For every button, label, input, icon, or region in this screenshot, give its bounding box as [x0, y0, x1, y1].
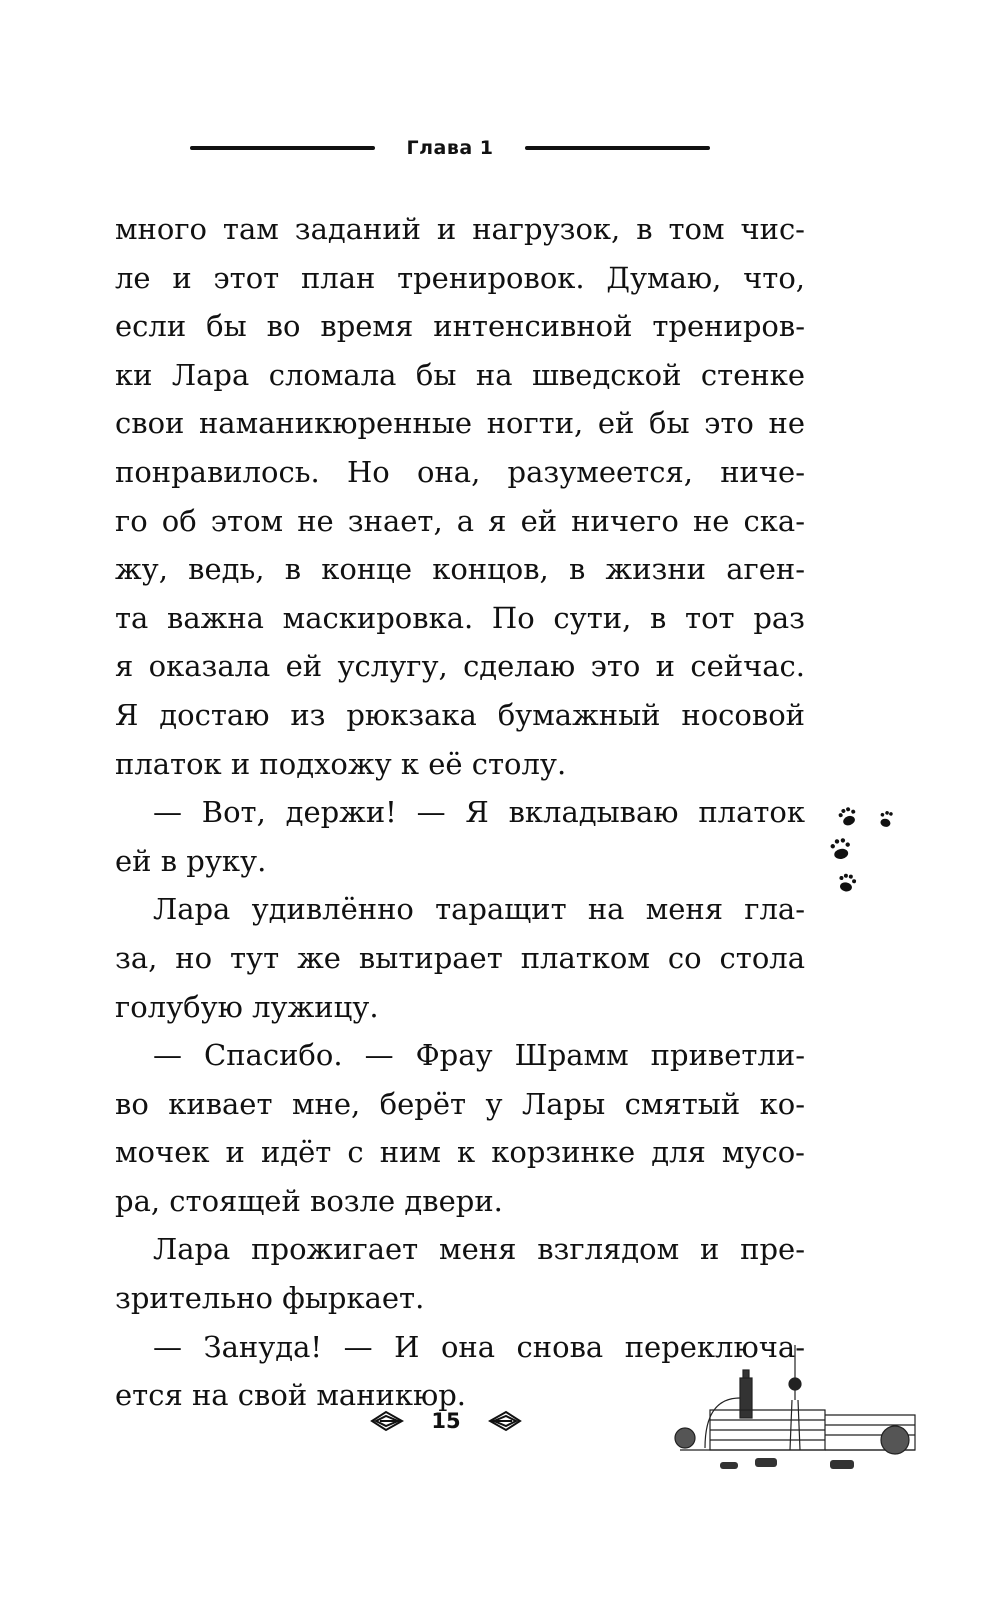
- text-line: мочек и идёт с ним к корзинке для мусо-: [115, 1135, 805, 1170]
- ornament-left-icon: [370, 1410, 404, 1432]
- page-number: 15: [431, 1409, 461, 1433]
- text-line: понравилось. Но она, разумеется, ниче-: [115, 454, 805, 489]
- text-line: Лара удивлённо таращит на меня гла-: [153, 892, 805, 927]
- paw-prints-icon: [825, 795, 935, 905]
- text-line: за, но тут же вытирает платком со стола: [115, 940, 805, 975]
- chapter-header: [190, 128, 710, 168]
- header-rule-left: [190, 146, 375, 150]
- text-line: голубую лужицу.: [115, 989, 379, 1024]
- text-line: ра, стоящей возле двери.: [115, 1183, 503, 1218]
- body-text: [115, 205, 805, 1420]
- text-line: — Спасибо. — Фрау Шрамм приветли-: [153, 1038, 805, 1073]
- ornament-right-icon: [488, 1410, 522, 1432]
- text-line: зрительно фыркает.: [115, 1281, 425, 1316]
- page-footer: [370, 1406, 522, 1436]
- text-line: го об этом не знает, а я ей ничего не ска-: [115, 503, 805, 538]
- text-line: та важна маскировка. По сути, в тот раз: [115, 600, 805, 635]
- text-line: Я достаю из рюкзака бумажный носовой: [115, 697, 805, 732]
- text-line: ется на свой маникюр.: [115, 1378, 467, 1413]
- chapter-title: Глава 1: [406, 137, 494, 159]
- header-rule-right: [525, 146, 710, 150]
- text-line: я оказала ей услугу, сделаю это и сейчас.: [115, 649, 805, 684]
- text-line: — Вот, держи! — Я вкладываю платок: [153, 795, 805, 830]
- text-line: ей в руку.: [115, 843, 267, 878]
- text-line: Лара прожигает меня взглядом и пре-: [153, 1232, 805, 1267]
- text-line: ки Лара сломала бы на шведской стенке: [115, 357, 805, 392]
- text-line: если бы во время интенсивной трениров-: [115, 309, 805, 344]
- text-line: свои наманикюренные ногти, ей бы это не: [115, 406, 805, 441]
- text-line: платок и подхожу к её столу.: [115, 746, 567, 781]
- text-line: жу, ведь, в конце концов, в жизни аген-: [115, 552, 805, 587]
- text-line: — Зануда! — И она снова переключа-: [153, 1329, 805, 1364]
- text-line: много там заданий и нагрузок, в том чис-: [115, 212, 805, 246]
- city-skyline-illustration: [660, 1340, 930, 1480]
- text-line: ле и этот план тренировок. Думаю, что,: [115, 260, 805, 295]
- text-line: во кивает мне, берёт у Лары смятый ко-: [115, 1086, 805, 1121]
